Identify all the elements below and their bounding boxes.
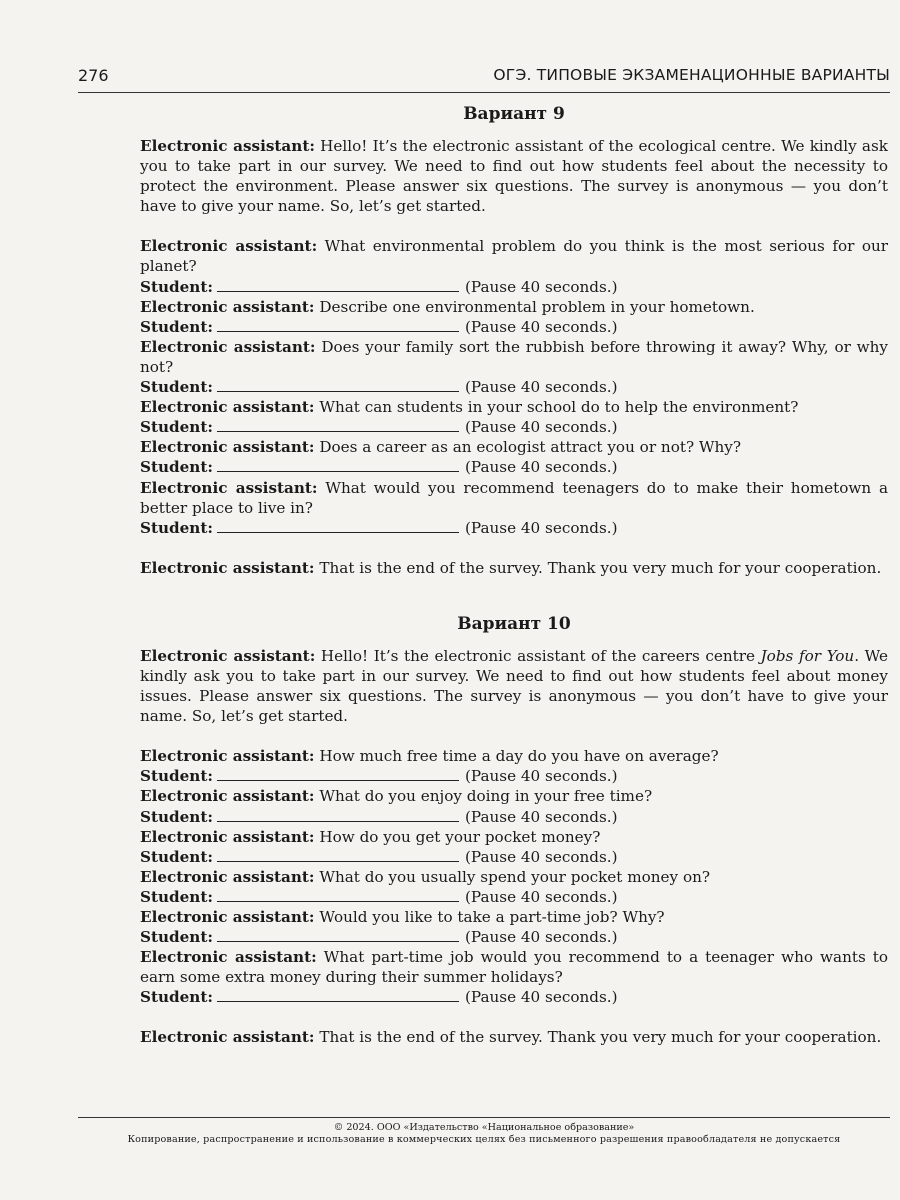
- intro-text-start: Hello! It’s the electronic assistant of the careers centre: [320, 646, 761, 665]
- speaker-label: Electronic assistant:: [140, 237, 318, 256]
- student-answer-row: [140, 807, 888, 827]
- answer-blank: [217, 766, 459, 781]
- speaker-label: Electronic assistant:: [140, 787, 315, 806]
- variant-9-questions: [140, 236, 888, 537]
- answer-blank: [217, 807, 459, 822]
- student-label: Student:: [140, 807, 213, 826]
- variant-10-title: Вариант 10: [457, 613, 571, 634]
- footer-rights-notice: Копирование, распространение и использование в коммерческих целях без письменного разрешения правообладателя не допускается: [127, 1134, 841, 1145]
- student-answer-row: [140, 518, 888, 538]
- answer-blank: [217, 847, 459, 862]
- student-answer-row: [140, 457, 888, 477]
- speaker-label: Electronic assistant:: [140, 1028, 315, 1047]
- speaker-label: Electronic assistant:: [140, 297, 315, 316]
- answer-blank: [217, 317, 459, 332]
- pause-note: (Pause 40 seconds.): [464, 767, 618, 786]
- pause-note: (Pause 40 seconds.): [464, 518, 618, 537]
- variant-10-questions: [140, 746, 888, 1007]
- intro-text-end: . We kindly ask you to take part in our survey. We need to find out how students feel about money issues. Please answer six questions. The survey is anonymous — you don’t have to give your name. So, let’s get started.: [140, 646, 889, 726]
- speaker-label: Electronic assistant:: [140, 558, 315, 577]
- speaker-label: Electronic assistant:: [140, 478, 318, 497]
- student-label: Student:: [140, 518, 213, 537]
- question-line: [140, 397, 888, 417]
- centre-name: Jobs for You: [760, 646, 855, 665]
- variant-9-closing: [140, 558, 888, 578]
- question-text: What environmental problem do you think is the most serious for our planet?: [140, 237, 889, 276]
- speaker-label: Electronic assistant:: [140, 337, 316, 356]
- page-footer: [78, 1117, 890, 1146]
- question-text: How do you get your pocket money?: [319, 827, 601, 846]
- answer-blank: [217, 277, 459, 292]
- page-header: [78, 62, 890, 93]
- question-line: [140, 786, 888, 806]
- student-answer-row: [140, 277, 888, 297]
- speaker-label: Electronic assistant:: [140, 646, 316, 665]
- question-line: [140, 827, 888, 847]
- student-label: Student:: [140, 378, 213, 397]
- variant-10-intro: [140, 646, 888, 726]
- student-answer-row: [140, 887, 888, 907]
- pause-note: (Pause 40 seconds.): [464, 807, 618, 826]
- speaker-label: Electronic assistant:: [140, 747, 315, 766]
- question-line: [140, 478, 888, 518]
- student-label: Student:: [140, 928, 213, 947]
- student-label: Student:: [140, 847, 213, 866]
- student-answer-row: [140, 987, 888, 1007]
- question-text: Does a career as an ecologist attract you or not? Why?: [319, 438, 742, 457]
- intro-text: Hello! It’s the electronic assistant of the ecological centre. We kindly ask you to take part in our survey. We need to find out how students feel about the necessity to protect the environment. Please answer six questions. The survey is anonymous — you don’t have to give your name. So, let’s get started.: [140, 137, 888, 216]
- closing-text: That is the end of the survey. Thank you very much for your cooperation.: [319, 1028, 882, 1047]
- closing-text: That is the end of the survey. Thank you very much for your cooperation.: [319, 558, 882, 577]
- pause-note: (Pause 40 seconds.): [464, 458, 618, 477]
- student-answer-row: [140, 417, 888, 437]
- pause-note: (Pause 40 seconds.): [464, 928, 618, 947]
- student-label: Student:: [140, 418, 213, 437]
- question-text: Would you like to take a part-time job? Why?: [319, 908, 665, 926]
- answer-blank: [217, 887, 459, 902]
- answer-blank: [217, 417, 459, 432]
- pause-note: (Pause 40 seconds.): [464, 378, 618, 397]
- footer-copyright: © 2024. ООО «Издательство «Национальное образование»: [333, 1122, 635, 1133]
- question-line: [140, 297, 888, 317]
- pause-note: (Pause 40 seconds.): [464, 277, 618, 296]
- pause-note: (Pause 40 seconds.): [464, 988, 618, 1007]
- variant-9-intro: [140, 136, 888, 216]
- pause-note: (Pause 40 seconds.): [464, 887, 618, 906]
- question-text: Does your family sort the rubbish before throwing it away? Why, or why not?: [140, 337, 889, 376]
- variant-9-title: Вариант 9: [463, 104, 565, 124]
- question-text: What would you recommend teenagers do to make their hometown a better place to live in?: [140, 478, 888, 517]
- answer-blank: [217, 457, 459, 472]
- pause-note: (Pause 40 seconds.): [464, 317, 618, 336]
- student-answer-row: [140, 766, 888, 786]
- pause-note: (Pause 40 seconds.): [464, 418, 618, 437]
- speaker-label: Electronic assistant:: [140, 948, 317, 967]
- question-line: [140, 437, 888, 457]
- page-number: 276: [78, 66, 109, 85]
- student-answer-row: [140, 377, 888, 397]
- speaker-label: Electronic assistant:: [140, 398, 315, 417]
- answer-blank: [217, 518, 459, 533]
- question-line: [140, 746, 888, 766]
- question-line: [140, 867, 888, 887]
- question-text: Describe one environmental problem in your hometown.: [319, 297, 755, 316]
- answer-blank: [217, 987, 459, 1002]
- question-text: How much free time a day do you have on average?: [319, 747, 719, 766]
- student-label: Student:: [140, 767, 213, 786]
- question-line: [140, 236, 888, 276]
- student-label: Student:: [140, 277, 213, 296]
- student-label: Student:: [140, 317, 213, 336]
- question-line: [140, 907, 888, 927]
- speaker-label: Electronic assistant:: [140, 867, 315, 886]
- student-answer-row: [140, 317, 888, 337]
- question-line: [140, 947, 888, 987]
- running-title: ОГЭ. ТИПОВЫЕ ЭКЗАМЕНАЦИОННЫЕ ВАРИАНТЫ: [493, 66, 890, 84]
- student-label: Student:: [140, 458, 213, 477]
- question-text: What do you enjoy doing in your free time?: [319, 787, 653, 806]
- question-text: What part-time job would you recommend to a teenager who wants to earn some extra money during their summer holidays?: [140, 948, 889, 987]
- question-text: What can students in your school do to help the environment?: [319, 398, 799, 417]
- student-label: Student:: [140, 887, 213, 906]
- speaker-label: Electronic assistant:: [140, 438, 315, 457]
- page-content: [140, 96, 888, 1048]
- speaker-label: Electronic assistant:: [140, 137, 315, 155]
- student-answer-row: [140, 847, 888, 867]
- question-text: What do you usually spend your pocket money on?: [319, 867, 711, 886]
- answer-blank: [217, 377, 459, 392]
- student-answer-row: [140, 927, 888, 947]
- question-line: [140, 337, 888, 377]
- speaker-label: Electronic assistant:: [140, 908, 315, 926]
- variant-10-closing: [140, 1027, 888, 1047]
- answer-blank: [217, 927, 459, 942]
- student-label: Student:: [140, 988, 213, 1007]
- pause-note: (Pause 40 seconds.): [464, 847, 618, 866]
- speaker-label: Electronic assistant:: [140, 827, 315, 846]
